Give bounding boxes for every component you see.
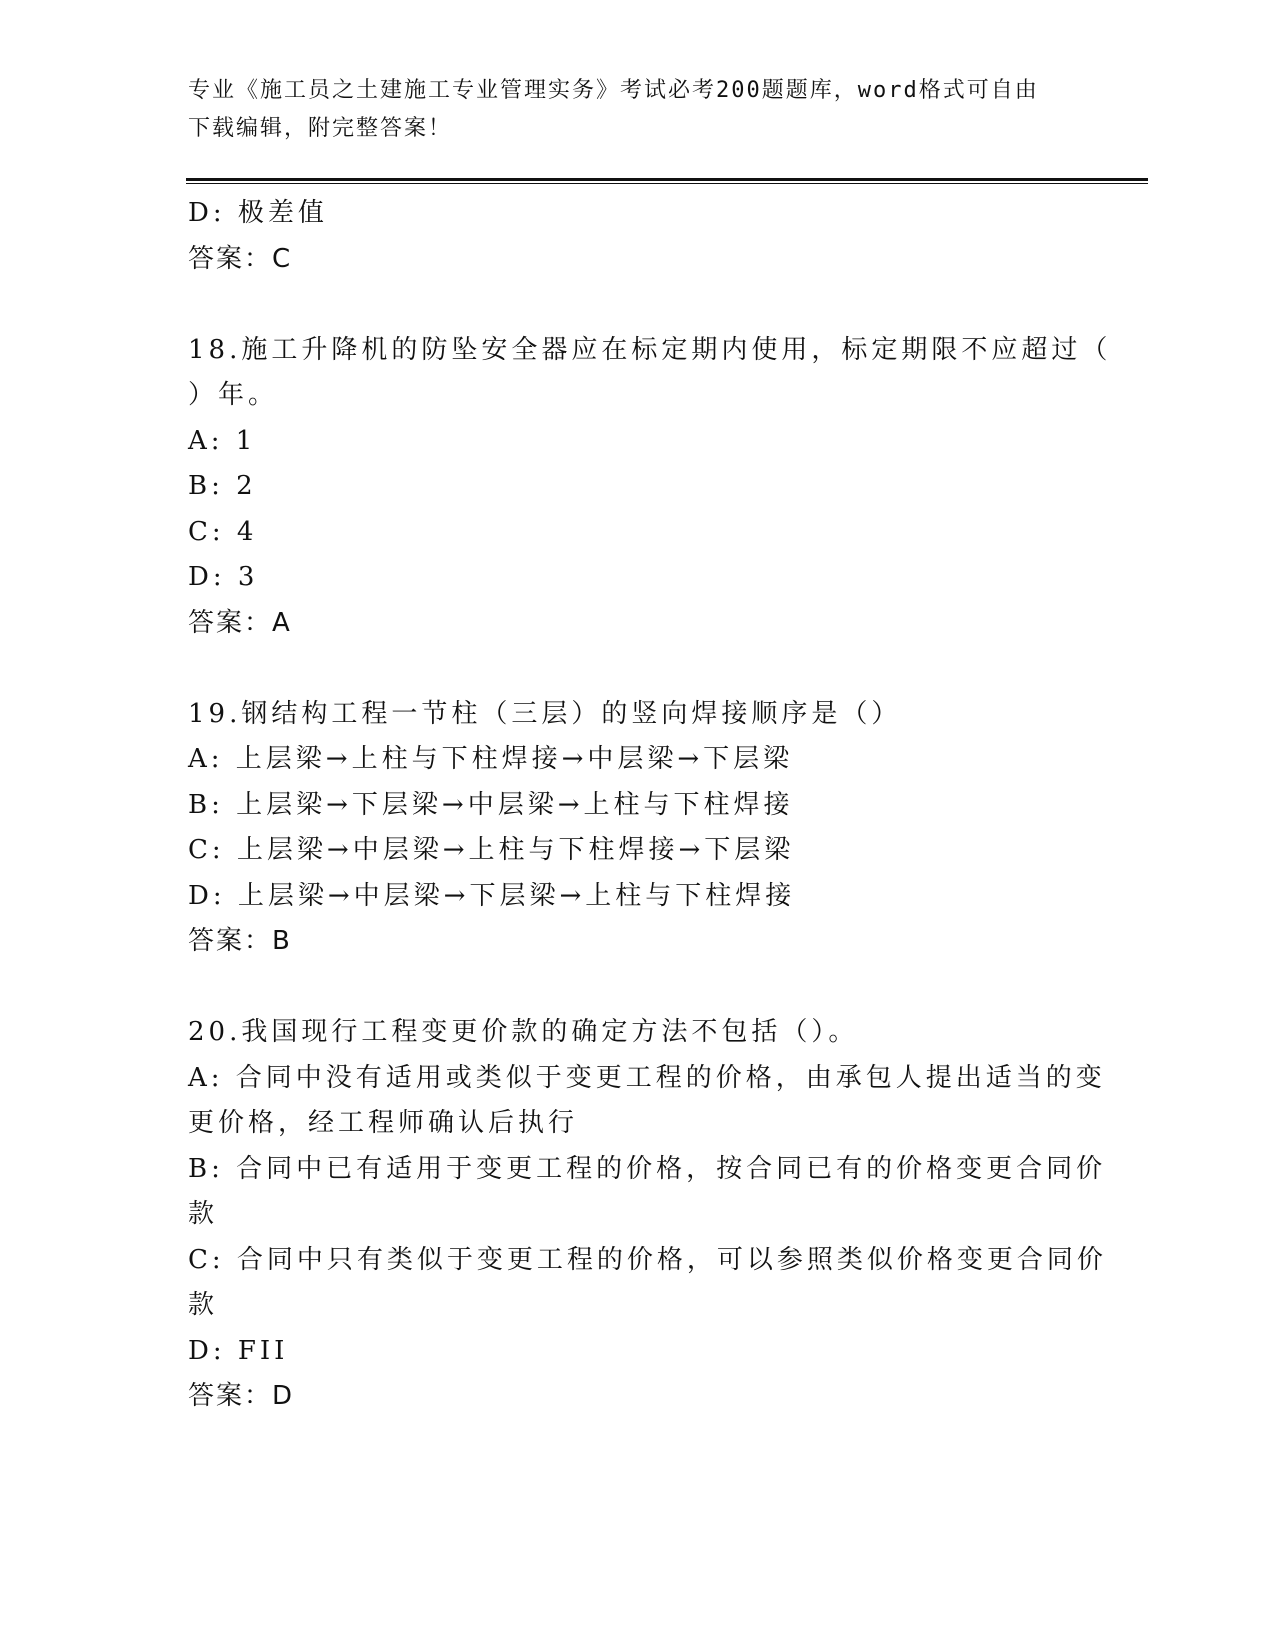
- question-text: 19.钢结构工程一节柱（三层）的竖向焊接顺序是（）: [188, 698, 902, 729]
- option-c: C: 合同中只有类似于变更工程的价格，可以参照类似价格变更合同价: [188, 1244, 1107, 1275]
- spacer: [188, 965, 1088, 1011]
- previous-question-tail: [188, 191, 1088, 282]
- option-c: C: 上层梁→中层梁→上柱与下柱焊接→下层梁: [188, 835, 795, 865]
- option-d: D: 极差值: [188, 198, 328, 228]
- answer-line: 答案：D: [188, 1381, 295, 1411]
- question-18: [188, 328, 1112, 647]
- option-b: B: 上层梁→下层梁→中层梁→上柱与下柱焊接: [188, 789, 794, 820]
- option-d: D: FII: [188, 1335, 289, 1366]
- header-line-1: 专业《施工员之土建施工专业管理实务》考试必考200题题库，word格式可自由: [188, 78, 1039, 103]
- answer-line: 答案：B: [188, 926, 292, 956]
- document-body: [188, 191, 1112, 1420]
- option-b-continued: 款: [188, 1199, 219, 1229]
- answer-line: 答案：A: [188, 607, 292, 638]
- document-header: [188, 72, 1088, 148]
- option-b: B: 合同中已有适用于变更工程的价格，按合同已有的价格变更合同价: [188, 1153, 1107, 1184]
- option-d: D: 3: [188, 562, 259, 592]
- option-a: A: 1: [188, 425, 257, 456]
- option-a-continued: 更价格，经工程师确认后执行: [188, 1108, 579, 1138]
- answer-line: 答案：C: [188, 243, 293, 274]
- header-line-2: 下载编辑，附完整答案！: [188, 116, 453, 141]
- question-20: [188, 1010, 1107, 1420]
- option-a: A: 合同中没有适用或类似于变更工程的价格，由承包人提出适当的变: [188, 1062, 1106, 1093]
- question-text: 18.施工升降机的防坠安全器应在标定期内使用，标定期限不应超过（: [188, 334, 1112, 365]
- option-c-continued: 款: [188, 1290, 219, 1320]
- spacer: [188, 282, 1088, 328]
- option-d: D: 上层梁→中层梁→下层梁→上柱与下柱焊接: [188, 880, 796, 911]
- option-a: A: 上层梁→上柱与下柱焊接→中层梁→下层梁: [188, 744, 794, 774]
- question-19: [188, 692, 1088, 965]
- header-divider-thick: [186, 178, 1148, 181]
- spacer: [188, 646, 1088, 692]
- header-divider-thin: [186, 183, 1148, 184]
- question-text-continued: ）年。: [188, 380, 279, 410]
- question-text: 20.我国现行工程变更价款的确定方法不包括（）。: [188, 1017, 859, 1047]
- option-b: B: 2: [188, 471, 257, 501]
- option-c: C: 4: [188, 516, 258, 547]
